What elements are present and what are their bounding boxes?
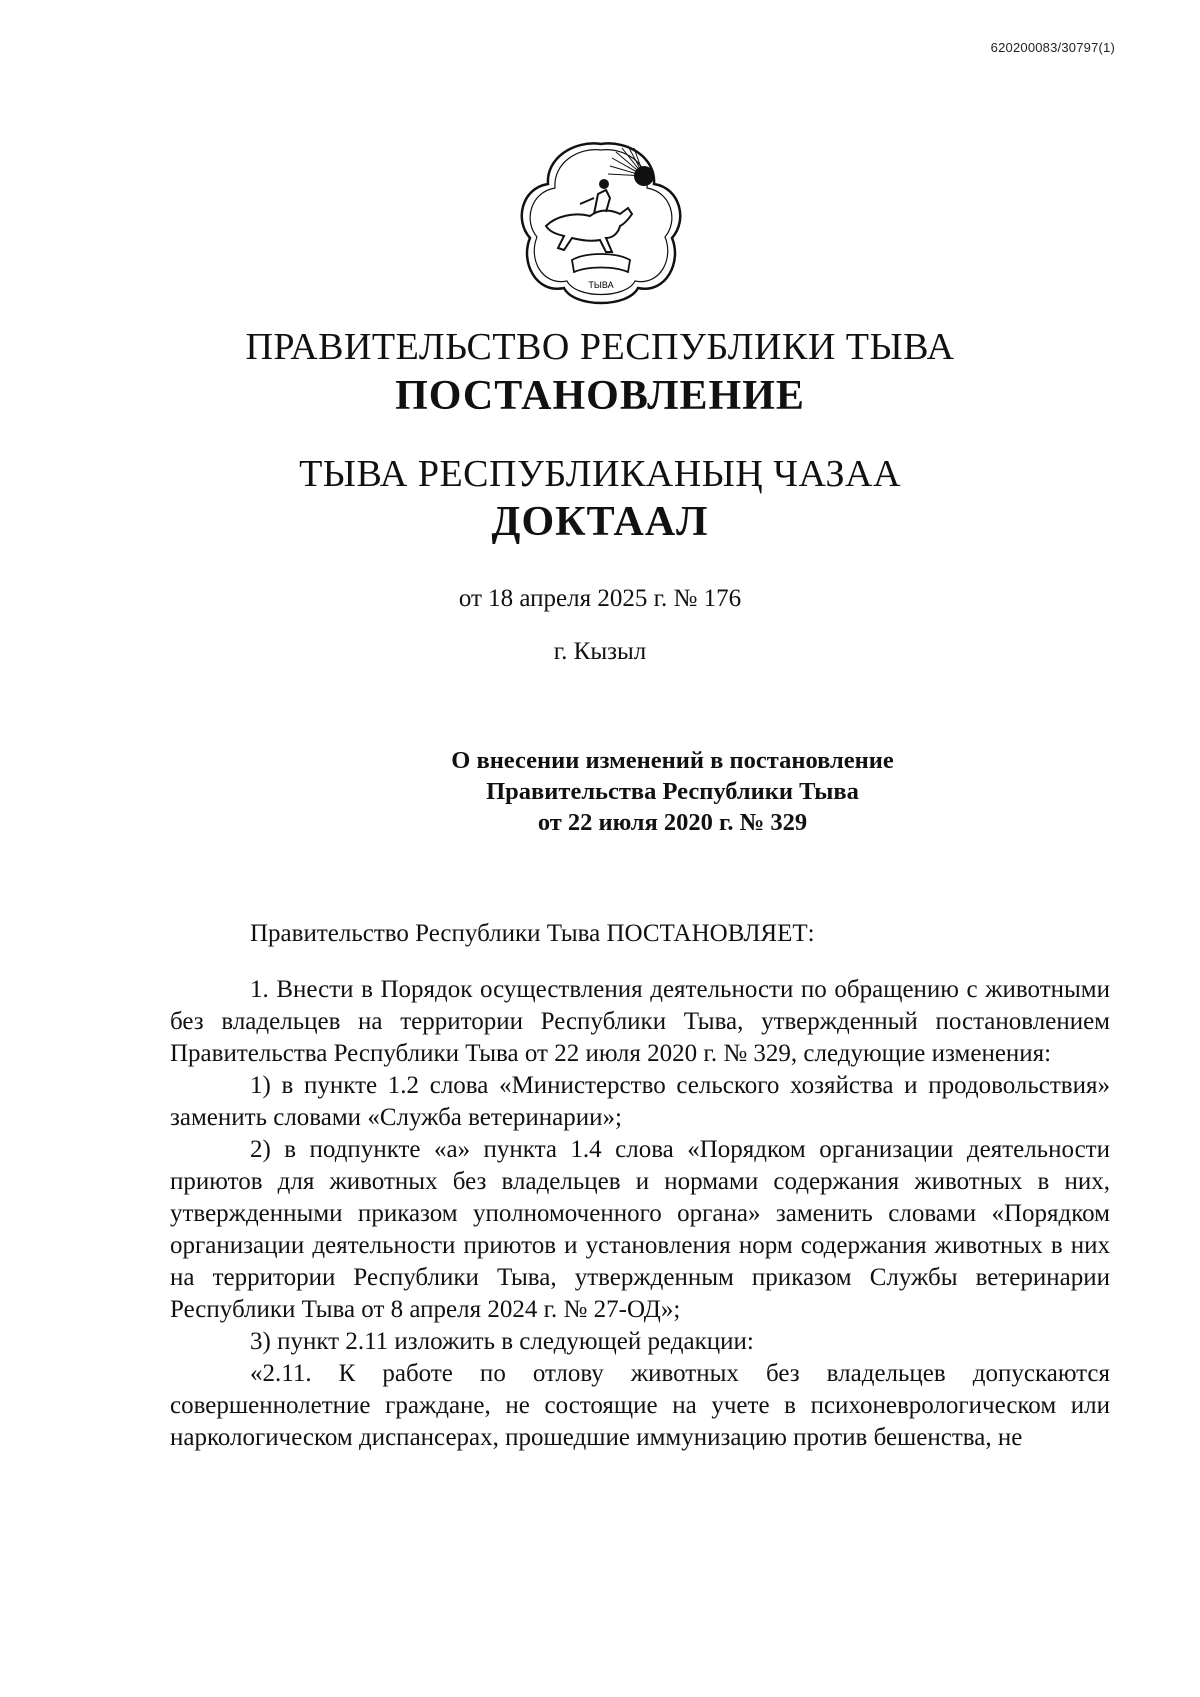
body-paragraph: 1) в пункте 1.2 слова «Министерство сельского хозяйства и продовольствия» заменить словами «Служба ветеринарии»; — [170, 1072, 1110, 1131]
subject-line: от 22 июля 2020 г. № 329 — [537, 809, 808, 836]
body-paragraph: 2) в подпункте «а» пункта 1.4 слова «Порядком организации деятельности приютов для животных без владельцев и нормами содержания животных в них, утвержденными приказом уполномоченного органа» заменить словами «Порядком организации деятельности приютов и установления норм содержания животных в них на территории Республики Тыва, утвержденным приказом Службы ветеринарии Республики Тыва от 8 апреля 2024 г. № 27-ОД»; — [170, 1136, 1110, 1323]
emblem-inscription: ТЫВА — [588, 280, 614, 290]
document-type-ru: ПОСТАНОВЛЕНИЕ — [395, 373, 805, 419]
government-name-ru: ПРАВИТЕЛЬСТВО РЕСПУБЛИКИ ТЫВА — [245, 326, 955, 368]
body-paragraph: 1. Внести в Порядок осуществления деятельности по обращению с животными без владельцев на территории Республики Тыва, утвержденный постановлением Правительства Республики Тыва от 22 июля 2020 г. № 329, следующие изменения: — [170, 976, 1110, 1067]
subject-line: Правительства Республики Тыва — [486, 778, 859, 805]
government-name-tyva: ТЫВА РЕСПУБЛИКАНЫҢ ЧАЗАА — [299, 453, 901, 495]
document-type-tyva: ДОКТААЛ — [491, 499, 709, 545]
tuva-emblem-icon — [516, 138, 686, 306]
subject-line: О внесении изменений в постановление — [451, 747, 894, 774]
document-subject — [330, 745, 1015, 838]
document-date-number: от 18 апреля 2025 г. № 176 — [458, 585, 742, 612]
document-city: г. Кызыл — [553, 638, 647, 665]
document-id: 620200083/30797(1) — [990, 40, 1115, 55]
body-paragraph: 3) пункт 2.11 изложить в следующей редакции: — [250, 1328, 754, 1355]
document-body — [170, 918, 1110, 1454]
preamble: Правительство Республики Тыва ПОСТАНОВЛЯЕТ: — [250, 920, 815, 947]
body-paragraph: «2.11. К работе по отлову животных без владельцев допускаются совершеннолетние граждане, не состоящие на учете в психоневрологическом или наркологическом диспансерах, прошедшие иммунизацию против бешенства, не — [170, 1360, 1110, 1451]
